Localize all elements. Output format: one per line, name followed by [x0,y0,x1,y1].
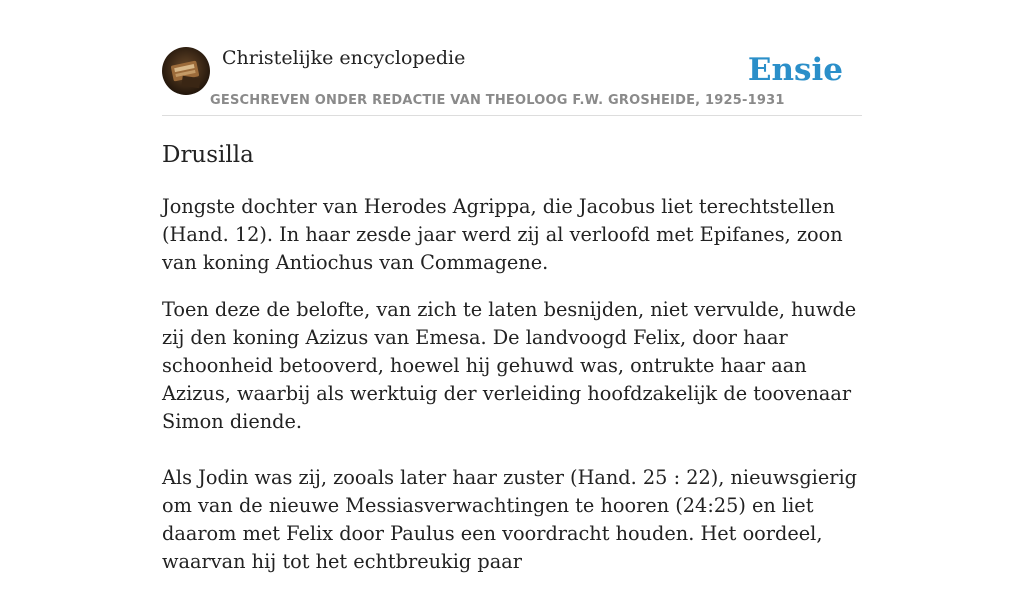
source-subtitle: GESCHREVEN ONDER REDACTIE VAN THEOLOOG F.W. GROSHEIDE, 1925-1931 [210,93,785,108]
article-title: Drusilla [162,142,254,168]
article-paragraph: Als Jodin was zij, zooals later haar zuster (Hand. 25 : 22), nieuwsgierig om van de nieuwe Messiasverwachtingen te hooren (24:25) en liet daarom met Felix door Paulus een voordracht houden. Het oordeel, waarvan hij tot het echtbreukig paar [162,466,857,573]
article [162,138,862,595]
article-paragraph: Jongste dochter van Herodes Agrippa, die Jacobus liet terechtstellen (Hand. 12). In haar zesde jaar werd zij al verloofd met Epifanes, zoon van koning Antiochus van Commagene. [162,195,843,274]
site-header [162,46,862,116]
brand-logo[interactable]: Ensie [747,52,843,88]
encyclopedia-avatar[interactable] [162,47,210,95]
article-paragraph: Toen deze de belofte, van zich te laten besnijden, niet vervulde, huwde zij den koning Azizus van Emesa. De landvoogd Felix, door haar schoonheid betooverd, hoewel hij gehuwd was, ontrukte haar aan Azizus, waarbij als werktuig der verleiding hoofdzakelijk de toovenaar Simon diende. [162,298,857,433]
source-title[interactable]: Christelijke encyclopedie [222,47,466,69]
